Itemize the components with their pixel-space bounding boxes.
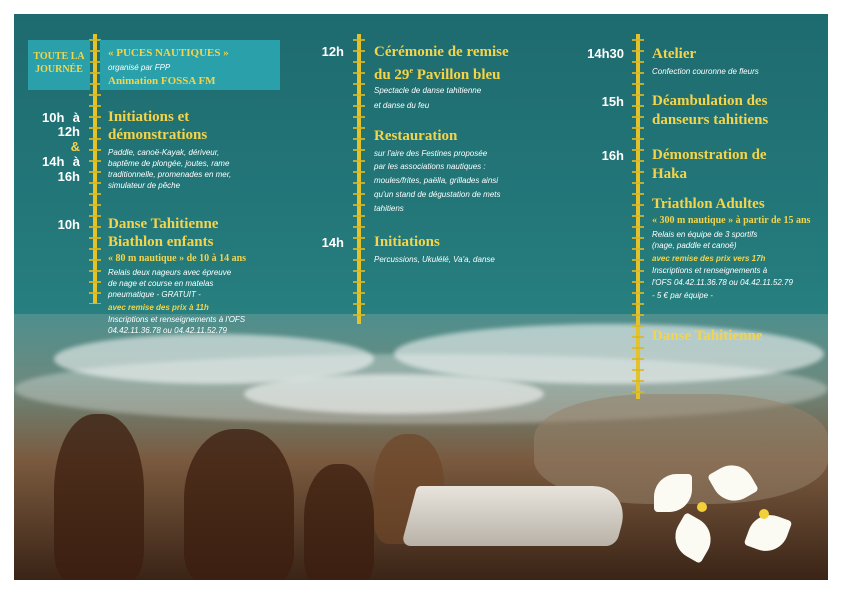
atelier-title: Atelier xyxy=(652,46,697,62)
initiations-c2-title: Initiations xyxy=(374,234,440,250)
puces-organizer: organisé par FPP xyxy=(108,63,171,72)
biathlon-line: pneumatique - GRATUIT - xyxy=(108,290,201,299)
biathlon-prize: avec remise des prix à 11h xyxy=(108,303,209,312)
time-14h30: 14h30 xyxy=(587,46,624,61)
time-16h-c3: 16h xyxy=(601,148,624,163)
biathlon-title: Biathlon enfants xyxy=(108,234,214,250)
time-15h: 15h xyxy=(601,94,624,109)
deambulation-title: Déambulation des xyxy=(652,93,768,109)
atelier-line: Confection couronne de fleurs xyxy=(652,67,759,76)
activity-line: baptême de plongée, joutes, rame xyxy=(108,159,230,168)
time-a-2: à xyxy=(72,154,80,169)
all-day-line1: TOUTE LA xyxy=(33,51,85,62)
decorative-divider xyxy=(357,34,361,324)
pavillon-title: du 29e Pavillon bleu xyxy=(374,66,501,83)
activity-line: Paddle, canoë-Kayak, dériveur, xyxy=(108,148,220,157)
triathlon-line: Relais en équipe de 3 sportifs xyxy=(652,230,758,239)
biathlon-info: Inscriptions et renseignements à l'OFS xyxy=(108,315,246,324)
program-page xyxy=(14,14,828,580)
biathlon-line: de nage et course en matelas xyxy=(108,279,214,288)
decorative-divider xyxy=(93,34,97,304)
restauration-line: tahitiens xyxy=(374,204,404,213)
restauration-line: moules/frites, paëlla, grillades ainsi xyxy=(374,176,499,185)
time-10h-b: 10h xyxy=(57,217,80,232)
triathlon-subtitle: « 300 m nautique » à partir de 15 ans xyxy=(652,215,811,226)
time-a: à xyxy=(72,110,80,125)
danse-tahitienne-title: Danse Tahitienne xyxy=(108,216,219,232)
restauration-title: Restauration xyxy=(374,128,458,144)
triathlon-fee: - 5 € par équipe - xyxy=(652,291,713,300)
triathlon-info: Inscriptions et renseignements à xyxy=(652,266,768,275)
biathlon-subtitle: « 80 m nautique » de 10 à 14 ans xyxy=(108,253,247,264)
triathlon-prize: avec remise des prix vers 17h xyxy=(652,254,766,263)
puces-animation: Animation FOSSA FM xyxy=(108,75,216,87)
demonstrations-title: démonstrations xyxy=(108,127,208,143)
danseurs-title: danseurs tahitiens xyxy=(652,112,769,128)
restauration-line: sur l'aire des Festines proposée xyxy=(374,149,488,158)
time-ampersand: & xyxy=(70,139,80,154)
decorative-divider xyxy=(636,34,640,399)
activity-line: simulateur de pêche xyxy=(108,181,181,190)
all-day-badge xyxy=(28,40,90,90)
restauration-line: par les associations nautiques : xyxy=(374,162,486,171)
ceremonie-line: Spectacle de danse tahitienne xyxy=(374,86,482,95)
triathlon-phone: l'OFS 04.42.11.36.78 ou 04.42.11.52.79 xyxy=(652,278,793,287)
time-12h: 12h xyxy=(57,124,80,139)
puces-title: « PUCES NAUTIQUES » xyxy=(108,47,229,59)
all-day-line2: JOURNÉE xyxy=(35,64,83,75)
biathlon-line: Relais deux nageurs avec épreuve xyxy=(108,268,232,277)
time-14h-c2: 14h xyxy=(321,235,344,250)
time-16h: 16h xyxy=(57,169,80,184)
danse-tahitienne-c3-title: Danse Tahitienne xyxy=(652,328,763,344)
triathlon-title: Triathlon Adultes xyxy=(652,196,765,212)
time-10h: 10h xyxy=(42,110,65,125)
initiations-c2-line: Percussions, Ukulélé, Va'a, danse xyxy=(374,255,495,264)
haka-title-2: Haka xyxy=(652,166,688,182)
initiations-title: Initiations et xyxy=(108,109,190,125)
ceremonie-title: Cérémonie de remise xyxy=(374,44,509,60)
biathlon-phone: 04.42.11.36.78 ou 04.42.11.52.79 xyxy=(108,326,227,335)
boat-photo xyxy=(401,486,632,546)
haka-title: Démonstration de xyxy=(652,147,767,163)
activity-line: traditionnelle, promenades en mer, xyxy=(108,170,232,179)
restauration-line: qu'un stand de dégustation de mets xyxy=(374,190,501,199)
ceremonie-line: et danse du feu xyxy=(374,101,430,110)
time-12h-c2: 12h xyxy=(321,44,344,59)
time-14h: 14h xyxy=(42,154,65,169)
triathlon-line: (nage, paddle et canoë) xyxy=(652,241,737,250)
